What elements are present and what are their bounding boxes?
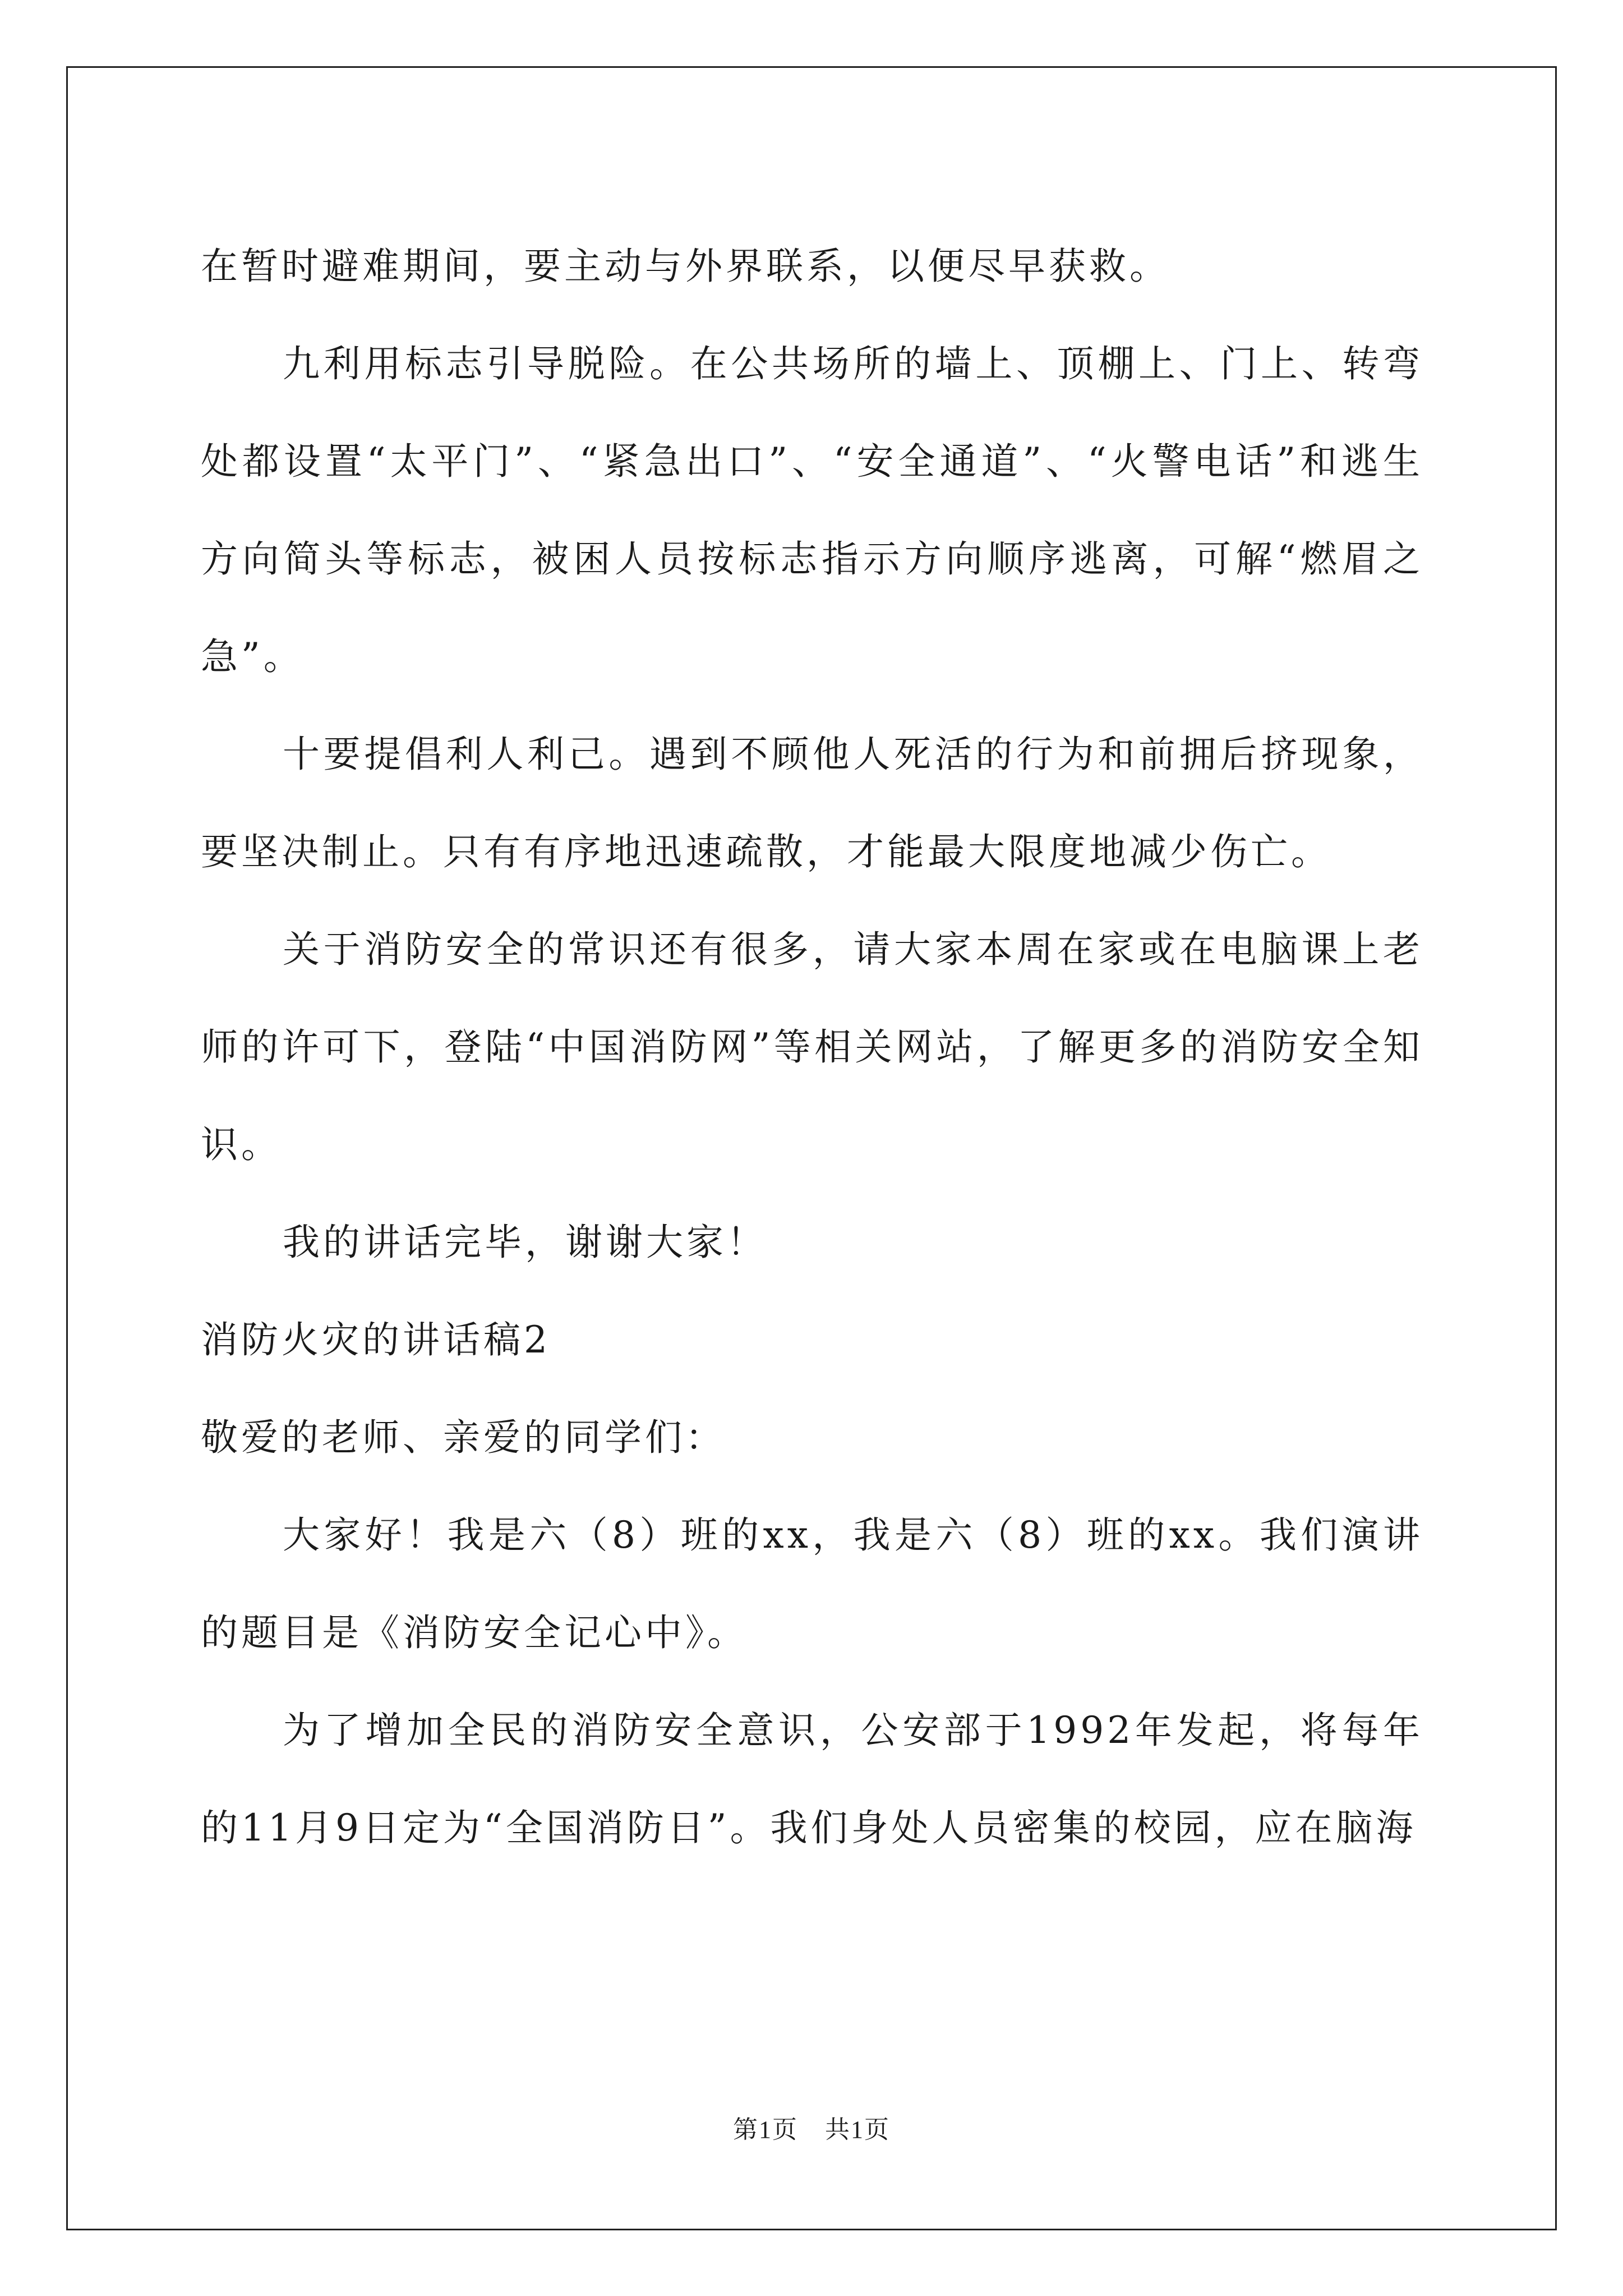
paragraph: 十要提倡利人利己。遇到不顾他人死活的行为和前拥后挤现象，要坚决制止。只有有序地迅速疏散，才能最大限度地减少伤亡。 xyxy=(201,733,1423,873)
paragraph: 关于消防安全的常识还有很多，请大家本周在家或在电脑课上老师的许可下，登陆“中国消防网”等相关网站，了解更多的消防安全知识。 xyxy=(201,928,1423,1166)
document-body xyxy=(201,218,1423,1877)
paragraph: 大家好！我是六（8）班的xx，我是六（8）班的xx。我们演讲的题目是《消防安全记心中》。 xyxy=(201,1513,1423,1654)
page-number: 第1页 xyxy=(733,2116,798,2143)
salutation: 敬爱的老师、亲爱的同学们： xyxy=(201,1416,726,1459)
page-footer xyxy=(0,2109,1623,2145)
paragraph: 九利用标志引导脱险。在公共场所的墙上、顶棚上、门上、转弯处都设置“太平门”、“紧急出口”、“安全通道”、“火警电话”和逃生方向简头等标志，被困人员按标志指示方向顺序逃离，可解“燃眉之急”。 xyxy=(201,342,1423,678)
paragraph: 在暂时避难期间，要主动与外界联系，以便尽早获救。 xyxy=(201,245,1170,288)
paragraph: 我的讲话完毕，谢谢大家！ xyxy=(283,1221,767,1264)
section-heading: 消防火灾的讲话稿2 xyxy=(201,1318,551,1361)
page-total: 共1页 xyxy=(825,2116,890,2143)
paragraph: 为了增加全民的消防安全意识，公安部于1992年发起，将每年的11月9日定为“全国消防日”。我们身处人员密集的校园，应在脑海 xyxy=(201,1709,1423,1849)
